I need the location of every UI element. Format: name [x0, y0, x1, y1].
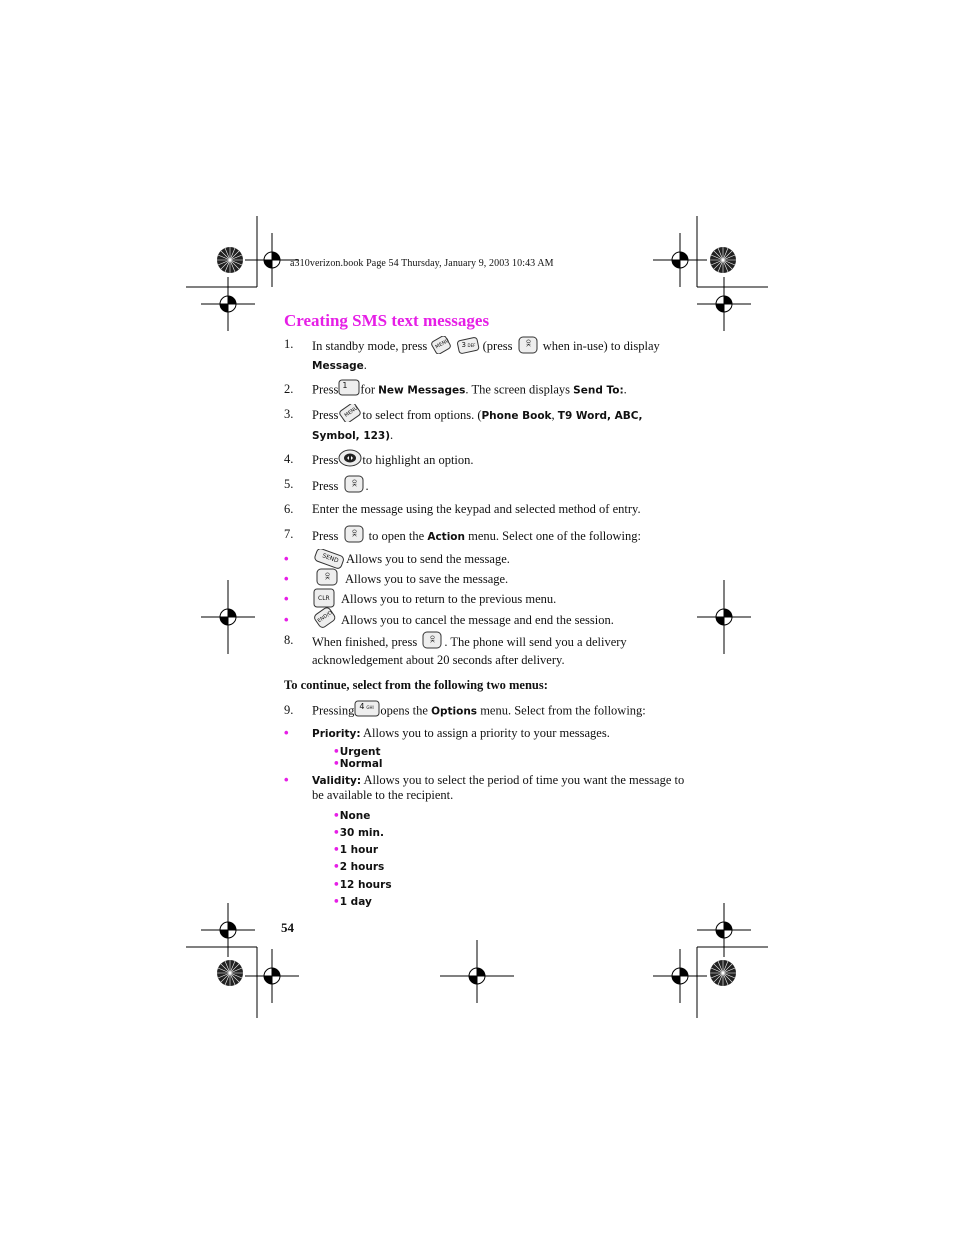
step-8-line2: acknowledgement about 20 seconds after delivery.: [312, 653, 565, 667]
step-1-message-label: Message: [312, 360, 364, 372]
step-1-text-a: In standby mode, press: [312, 338, 428, 353]
step-3-symbol-123: Symbol, 123): [312, 430, 391, 442]
priority-label: Priority:: [312, 728, 361, 740]
validity-option-label: 12 hours: [339, 879, 392, 891]
step-6-text: Enter the message using the keypad and selected method of entry.: [312, 502, 641, 516]
ok-key-icon: [342, 524, 366, 544]
sub-bullet: •: [333, 746, 340, 758]
page-title: Creating SMS text messages: [284, 311, 490, 330]
step-3-period: .: [390, 428, 394, 442]
send-key-label: SEND: [321, 552, 340, 565]
step-1-text-b: (press: [482, 338, 513, 353]
step-3-number: 3.: [284, 407, 294, 421]
step-7-text-b: to open the: [368, 528, 425, 543]
four-ghi-key-icon: [354, 700, 380, 717]
step-9-text-d: menu. Select from the following:: [480, 703, 646, 718]
action-bullet-send: •: [284, 551, 289, 566]
sub-bullet: •: [333, 810, 340, 822]
step-2-line: [312, 382, 627, 399]
menu-key-label: MENU: [434, 337, 451, 351]
validity-option-label: None: [339, 810, 371, 822]
menu-key-label: MENU: [344, 405, 360, 419]
step-2-send-to: Send To:: [573, 384, 624, 397]
action-clr-text: Allows you to return to the previous menu.: [341, 592, 557, 606]
step-2-text-d: . The screen displays: [465, 382, 571, 397]
validity-line1: [312, 773, 684, 788]
step-7-text-d: menu. Select one of the following:: [468, 528, 642, 543]
step-9-line: [312, 703, 646, 720]
ok-key-icon: [516, 335, 540, 355]
priority-option-label: Normal: [339, 758, 383, 770]
action-bullet-end: •: [284, 612, 289, 627]
ok-key-icon: [420, 630, 444, 650]
navigation-key-icon: [338, 449, 362, 467]
step-4-number: 4.: [284, 452, 294, 466]
step-8-text-b: . The phone will send you a delivery: [444, 634, 627, 649]
step-6-number: 6.: [284, 502, 294, 516]
menu-key-icon: [338, 404, 362, 422]
step-9-text-a: Pressing: [312, 703, 355, 718]
priority-bullet: •: [284, 725, 289, 740]
validity-label: Validity:: [312, 775, 362, 787]
step-9-text-b: opens the: [380, 703, 428, 718]
sub-bullet: •: [333, 844, 340, 856]
step-3-text-b: to select from options. (: [362, 407, 482, 422]
clr-key-label: CLR: [318, 595, 330, 602]
step-3-line1: [312, 407, 643, 425]
step-3-comma: ,: [551, 407, 555, 422]
menu-key-icon: [430, 336, 452, 354]
sub-bullet: •: [333, 827, 340, 839]
validity-option-label: 1 day: [339, 896, 372, 908]
validity-option-30min: [333, 827, 384, 839]
four-key-label: 4: [359, 702, 365, 711]
step-1-period: .: [363, 358, 367, 372]
sub-bullet: •: [333, 879, 340, 891]
page-number: 54: [281, 920, 294, 935]
step-8-line1: [312, 633, 627, 653]
action-end-text: Allows you to cancel the message and end the session.: [341, 613, 614, 627]
sub-bullet: •: [333, 758, 340, 770]
step-9-options: Options: [431, 705, 478, 718]
sub-bullet: •: [333, 896, 340, 908]
validity-text1: Allows you to select the period of time you want the message to: [363, 773, 685, 787]
step-5-period: .: [365, 478, 369, 493]
step-4-text-a: Press: [312, 452, 339, 467]
validity-option-2hours: [333, 861, 384, 873]
book-file-info: a310verizon.book Page 54 Thursday, January 9, 2003 10:43 AM: [290, 258, 554, 269]
step-2-number: 2.: [284, 382, 294, 396]
validity-option-label: 30 min.: [339, 827, 384, 839]
ok-key-label: OK: [428, 635, 435, 643]
validity-option-1hour: [333, 844, 378, 856]
clr-key-icon: [312, 587, 336, 609]
four-key-sublabel: GHI: [366, 705, 374, 710]
step-2-text-a: Press: [312, 382, 339, 397]
end-key-label: END/O: [316, 609, 334, 625]
validity-option-label: 1 hour: [339, 844, 379, 856]
step-3-t9-abc: T9 Word, ABC,: [557, 409, 643, 422]
three-def-key-icon: [456, 336, 480, 354]
step-8-text-a: When finished, press: [312, 634, 418, 649]
ok-key-label: OK: [350, 479, 357, 487]
step-5-text-a: Press: [312, 478, 339, 493]
ok-key-label: OK: [350, 529, 357, 537]
step-1-number: 1.: [284, 337, 294, 351]
priority-text: Allows you to assign a priority to your messages.: [362, 726, 610, 740]
step-1-text-c: when in-use) to display: [542, 338, 660, 353]
step-5-line: [312, 477, 369, 497]
action-save-text: Allows you to save the message.: [345, 572, 509, 586]
step-7-action: Action: [427, 530, 465, 543]
step-5-number: 5.: [284, 477, 294, 491]
continue-heading: To continue, select from the following two menus:: [284, 678, 548, 692]
step-8-number: 8.: [284, 633, 294, 647]
ok-key-icon: [314, 567, 340, 587]
ok-key-icon: [342, 474, 366, 494]
step-7-number: 7.: [284, 527, 294, 541]
step-3-phone-book: Phone Book: [481, 409, 552, 422]
step-2-new-messages: New Messages: [378, 384, 466, 397]
step-7-text-a: Press: [312, 528, 339, 543]
validity-option-none: [333, 810, 370, 822]
action-bullet-save: •: [284, 571, 289, 586]
step-4-line: [312, 452, 474, 470]
action-send-text: Allows you to send the message.: [346, 552, 510, 566]
priority-option-label: Urgent: [339, 746, 381, 758]
validity-option-12hours: [333, 879, 392, 891]
step-1-line2: [312, 358, 367, 373]
priority-option-normal: [333, 758, 383, 770]
validity-bullet: •: [284, 772, 289, 787]
three-key-label: 3: [461, 341, 466, 349]
end-key-icon: [312, 607, 338, 629]
step-3-text-a: Press: [312, 407, 339, 422]
ok-key-label: OK: [524, 339, 531, 347]
sub-bullet: •: [333, 861, 340, 873]
validity-option-label: 2 hours: [339, 861, 385, 873]
one-key-icon: [338, 379, 360, 396]
step-2-text-b: for: [360, 382, 375, 397]
step-9-number: 9.: [284, 703, 294, 717]
one-key-label: 1: [342, 381, 348, 390]
validity-line2: be available to the recipient.: [312, 788, 454, 802]
three-key-sublabel: DEF: [467, 343, 476, 348]
action-bullet-clr: •: [284, 591, 289, 606]
ok-key-label: OK: [323, 572, 330, 580]
step-4-text-b: to highlight an option.: [362, 452, 474, 467]
step-1-line1: [312, 337, 660, 357]
send-key-icon: [312, 549, 346, 569]
step-2-period: .: [623, 382, 627, 397]
priority-option-urgent: [333, 746, 381, 758]
step-7-line: [312, 527, 641, 547]
validity-option-1day: [333, 896, 372, 908]
step-3-line2: [312, 428, 393, 443]
priority-line: [312, 726, 610, 741]
